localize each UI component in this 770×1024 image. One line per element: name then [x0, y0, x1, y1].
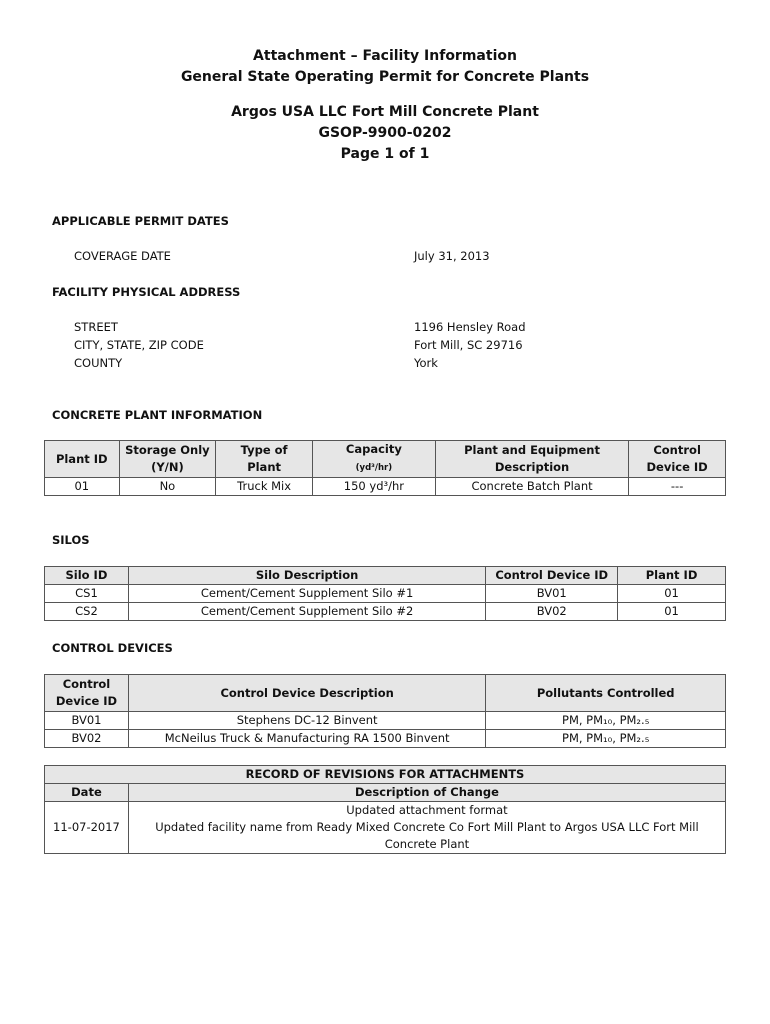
- county-value: York: [414, 356, 438, 370]
- silo-plant-cell: 01: [618, 585, 726, 603]
- header-title: Attachment – Facility Information: [253, 48, 517, 64]
- capacity-cell: 150 yd³/hr: [312, 478, 435, 496]
- silo-device-cell: BV02: [486, 603, 618, 621]
- storage-cell: No: [119, 478, 216, 496]
- silos-table: [44, 566, 726, 621]
- col-control-device-id: Control Device ID: [486, 567, 618, 585]
- device-cell: ---: [629, 478, 726, 496]
- city-value: Fort Mill, SC 29716: [414, 338, 523, 352]
- table-row: [45, 478, 726, 496]
- revision-change-line: Updated attachment format: [346, 803, 508, 817]
- col-plant-id: Plant ID: [618, 567, 726, 585]
- silo-desc-cell: Cement/Cement Supplement Silo #1: [128, 585, 485, 603]
- col-pollutants-controlled: Pollutants Controlled: [486, 675, 726, 712]
- header-facility-name: Argos USA LLC Fort Mill Concrete Plant: [231, 104, 539, 120]
- header-permit-number: GSOP-9900-0202: [318, 125, 452, 141]
- revision-change-line: Updated facility name from Ready Mixed Concrete Co Fort Mill Plant to Argos USA LLC Fort Mill: [155, 820, 699, 834]
- device-desc-cell: Stephens DC-12 Binvent: [128, 712, 485, 730]
- revision-change-line: Concrete Plant: [384, 837, 470, 851]
- table-row: [45, 712, 726, 730]
- col-description-of-change: Description of Change: [128, 784, 725, 802]
- col-control-device-id: Control Device ID: [45, 675, 129, 712]
- permit-dates-heading: APPLICABLE PERMIT DATES: [52, 214, 229, 228]
- pollutants-cell: PM, PM₁₀, PM₂.₅: [486, 712, 726, 730]
- col-control-device-id: Control Device ID: [629, 441, 726, 478]
- revisions-table: [44, 765, 726, 854]
- plant-info-heading: CONCRETE PLANT INFORMATION: [52, 408, 263, 422]
- device-desc-cell: McNeilus Truck & Manufacturing RA 1500 Binvent: [128, 730, 485, 748]
- device-id-cell: BV02: [45, 730, 129, 748]
- silo-desc-cell: Cement/Cement Supplement Silo #2: [128, 603, 485, 621]
- county-label: COUNTY: [74, 356, 123, 370]
- header-subtitle: General State Operating Permit for Concrete Plants: [180, 69, 590, 85]
- silo-id-cell: CS1: [45, 585, 129, 603]
- col-plant-id: Plant ID: [45, 441, 120, 478]
- silos-heading: SILOS: [52, 533, 90, 547]
- silo-device-cell: BV01: [486, 585, 618, 603]
- control-devices-table: [44, 674, 726, 748]
- device-id-cell: BV01: [45, 712, 129, 730]
- street-value: 1196 Hensley Road: [414, 320, 526, 334]
- plant-id-cell: 01: [45, 478, 120, 496]
- city-label: CITY, STATE, ZIP CODE: [74, 338, 204, 352]
- table-row: [45, 603, 726, 621]
- col-equipment-description: Plant and Equipment Description: [435, 441, 628, 478]
- revision-date-cell: 11-07-2017: [45, 802, 129, 854]
- table-row: [45, 730, 726, 748]
- silo-plant-cell: 01: [618, 603, 726, 621]
- col-control-device-description: Control Device Description: [128, 675, 485, 712]
- control-devices-heading: CONTROL DEVICES: [52, 641, 173, 655]
- revision-change-cell: [128, 802, 725, 854]
- document-header: [0, 46, 770, 165]
- table-row: [45, 585, 726, 603]
- silo-id-cell: CS2: [45, 603, 129, 621]
- table-row: [45, 802, 726, 854]
- header-page-number: Page 1 of 1: [340, 146, 430, 162]
- col-type-of-plant: Type of Plant: [216, 441, 313, 478]
- revisions-title: RECORD OF REVISIONS FOR ATTACHMENTS: [45, 766, 726, 784]
- col-silo-description: Silo Description: [128, 567, 485, 585]
- coverage-date-value: July 31, 2013: [414, 249, 490, 263]
- description-cell: Concrete Batch Plant: [435, 478, 628, 496]
- col-silo-id: Silo ID: [45, 567, 129, 585]
- type-cell: Truck Mix: [216, 478, 313, 496]
- address-heading: FACILITY PHYSICAL ADDRESS: [52, 285, 241, 299]
- col-capacity: Capacity (yd³/hr): [312, 441, 435, 478]
- coverage-date-label: COVERAGE DATE: [74, 249, 171, 263]
- col-date: Date: [45, 784, 129, 802]
- street-label: STREET: [74, 320, 118, 334]
- plant-info-table: [44, 440, 726, 496]
- col-storage-only: Storage Only (Y/N): [119, 441, 216, 478]
- pollutants-cell: PM, PM₁₀, PM₂.₅: [486, 730, 726, 748]
